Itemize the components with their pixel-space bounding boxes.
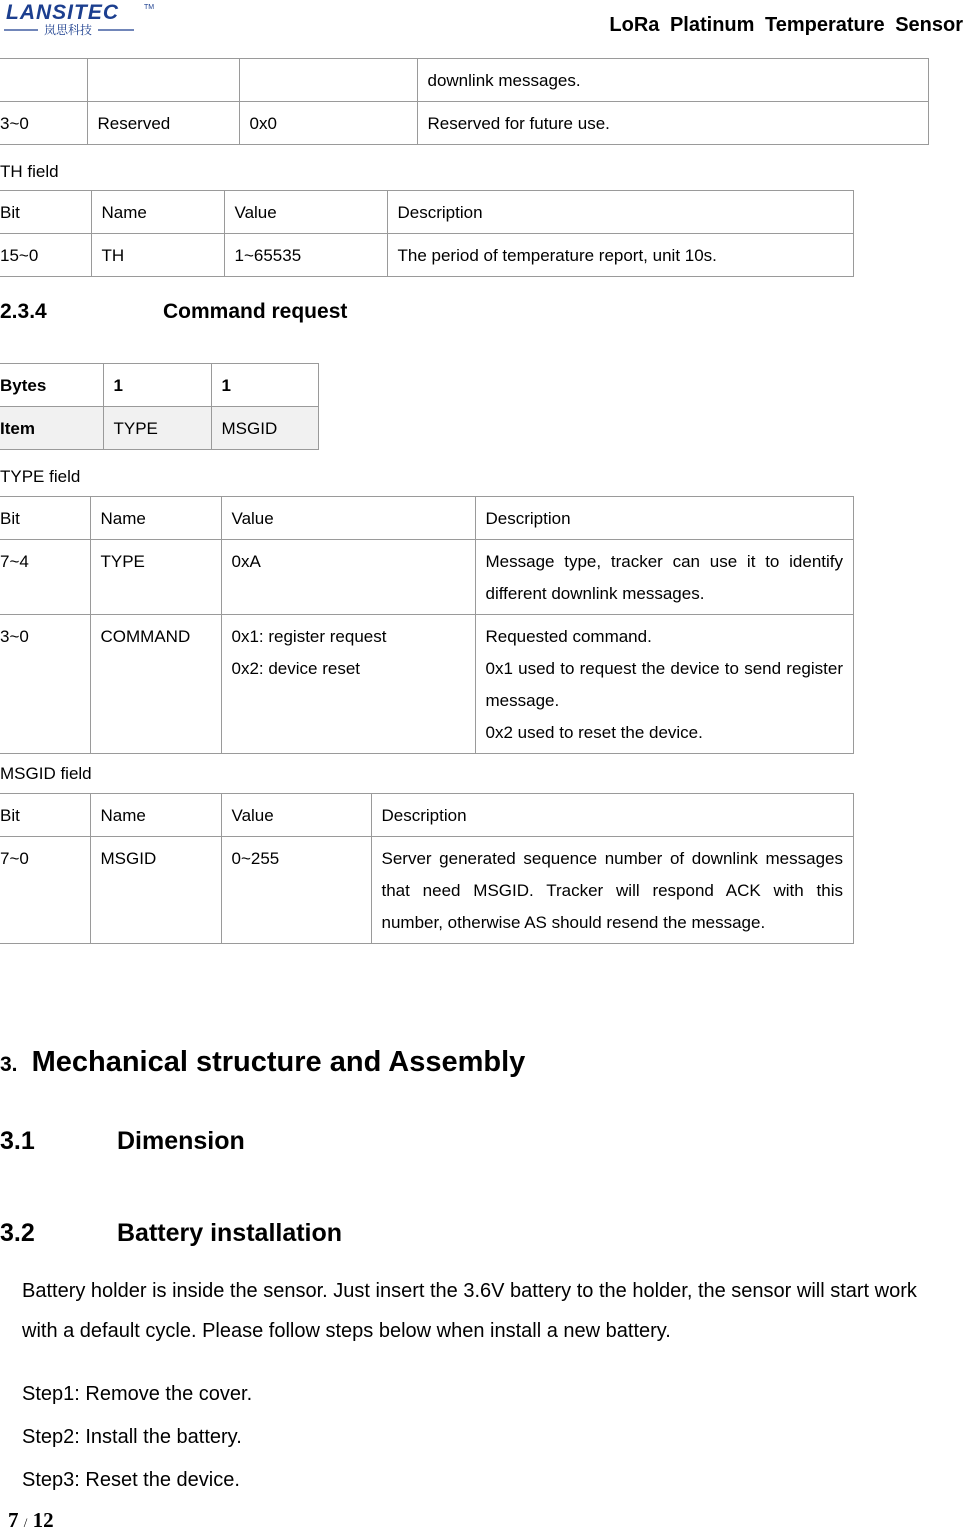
- value-line: 0x1: register request: [231, 627, 387, 646]
- table-header-row: [0, 191, 854, 234]
- table-cell: Bytes: [0, 364, 103, 407]
- table-cell: TH: [91, 234, 224, 277]
- desc-line: Requested command.: [485, 627, 652, 646]
- column-header: Bit: [0, 497, 90, 540]
- section-number-2-3-4: 2.3.4: [0, 300, 47, 323]
- section-number-3-1: 3.1: [0, 1127, 35, 1155]
- table-cell: [0, 59, 87, 102]
- table-cell: 1: [103, 364, 211, 407]
- column-header: Bit: [0, 191, 91, 234]
- table-cell: MSGID: [90, 837, 221, 944]
- table-row: [0, 837, 854, 944]
- svg-text:TM: TM: [144, 4, 155, 11]
- column-header: Description: [371, 794, 854, 837]
- msgid-field-table: [0, 793, 854, 944]
- th-field-caption: TH field: [0, 162, 59, 181]
- column-header: Description: [475, 497, 854, 540]
- table-cell: [87, 59, 239, 102]
- column-header: Value: [221, 497, 475, 540]
- lansitec-logo-graphic: [2, 0, 155, 40]
- bytes-item-table: [0, 363, 319, 450]
- type-field-caption: TYPE field: [0, 467, 81, 486]
- table-cell: Reserved: [87, 102, 239, 145]
- table-cell: 3~0: [0, 102, 87, 145]
- table-cell: 15~0: [0, 234, 91, 277]
- page-total: 12: [32, 1508, 54, 1532]
- table-row: [0, 234, 854, 277]
- desc-line: 0x1 used to request the device to send register message.: [485, 659, 843, 710]
- top-continued-table: [0, 58, 929, 145]
- table-cell: TYPE: [103, 407, 211, 450]
- section-title-command-request: Command request: [163, 300, 348, 323]
- table-row: [0, 407, 319, 450]
- section-title-dimension: Dimension: [117, 1127, 245, 1155]
- page-number: [8, 1508, 54, 1533]
- battery-step-2: Step2: Install the battery.: [22, 1426, 242, 1448]
- logo-subtext: 岚思科技: [43, 23, 93, 37]
- table-header-row: [0, 794, 854, 837]
- document-title: LoRa Platinum Temperature Sensor: [609, 14, 963, 36]
- table-cell: 7~4: [0, 540, 90, 615]
- column-header: Description: [387, 191, 854, 234]
- column-header: Value: [224, 191, 387, 234]
- value-line: 0x2: device reset: [231, 659, 361, 678]
- section-number-3: 3.: [0, 1053, 18, 1076]
- table-cell: 0xA: [221, 540, 475, 615]
- table-cell: TYPE: [90, 540, 221, 615]
- table-cell: The period of temperature report, unit 10s.: [387, 234, 854, 277]
- table-cell: 7~0: [0, 837, 90, 944]
- table-row: [0, 364, 319, 407]
- table-row: [0, 615, 854, 754]
- table-cell: [475, 615, 854, 754]
- logo-wordmark: LANSITEC: [6, 1, 119, 24]
- battery-step-3: Step3: Reset the device.: [22, 1469, 240, 1491]
- battery-step-1: Step1: Remove the cover.: [22, 1383, 253, 1405]
- table-cell: 0x0: [239, 102, 417, 145]
- battery-paragraph: Battery holder is inside the sensor. Just insert the 3.6V battery to the holder, the sensor will start work with a default cycle. Please follow steps below when install a new battery.: [22, 1280, 917, 1342]
- section-title-battery-installation: Battery installation: [117, 1219, 343, 1247]
- table-cell: 1: [211, 364, 319, 407]
- column-header: Value: [221, 794, 371, 837]
- section-number-3-2: 3.2: [0, 1219, 35, 1247]
- table-cell: COMMAND: [90, 615, 221, 754]
- lansitec-logo: [2, 0, 155, 40]
- column-header: Name: [91, 191, 224, 234]
- table-cell: 1~65535: [224, 234, 387, 277]
- desc-line: 0x2 used to reset the device.: [485, 723, 703, 742]
- page-current: 7: [8, 1508, 19, 1532]
- table-cell: Message type, tracker can use it to identify different downlink messages.: [475, 540, 854, 615]
- table-cell: [239, 59, 417, 102]
- table-cell: Server generated sequence number of downlink messages that need MSGID. Tracker will respond ACK with this number, otherwise AS should resend the message.: [371, 837, 854, 944]
- table-cell: [221, 615, 475, 754]
- section-title-mechanical: Mechanical structure and Assembly: [31, 1046, 526, 1078]
- table-cell: Item: [0, 407, 103, 450]
- table-cell: 0~255: [221, 837, 371, 944]
- table-row: [0, 102, 929, 145]
- column-header: Name: [90, 497, 221, 540]
- table-cell: downlink messages.: [417, 59, 929, 102]
- table-cell: Reserved for future use.: [417, 102, 929, 145]
- table-row: [0, 59, 929, 102]
- section-heading-3: [0, 1046, 525, 1079]
- table-cell: 3~0: [0, 615, 90, 754]
- column-header: Name: [90, 794, 221, 837]
- table-cell: MSGID: [211, 407, 319, 450]
- th-field-table: [0, 190, 854, 277]
- table-header-row: [0, 497, 854, 540]
- table-row: [0, 540, 854, 615]
- page-separator: /: [23, 1515, 28, 1530]
- column-header: Bit: [0, 794, 90, 837]
- type-field-table: [0, 496, 854, 754]
- msgid-field-caption: MSGID field: [0, 764, 92, 783]
